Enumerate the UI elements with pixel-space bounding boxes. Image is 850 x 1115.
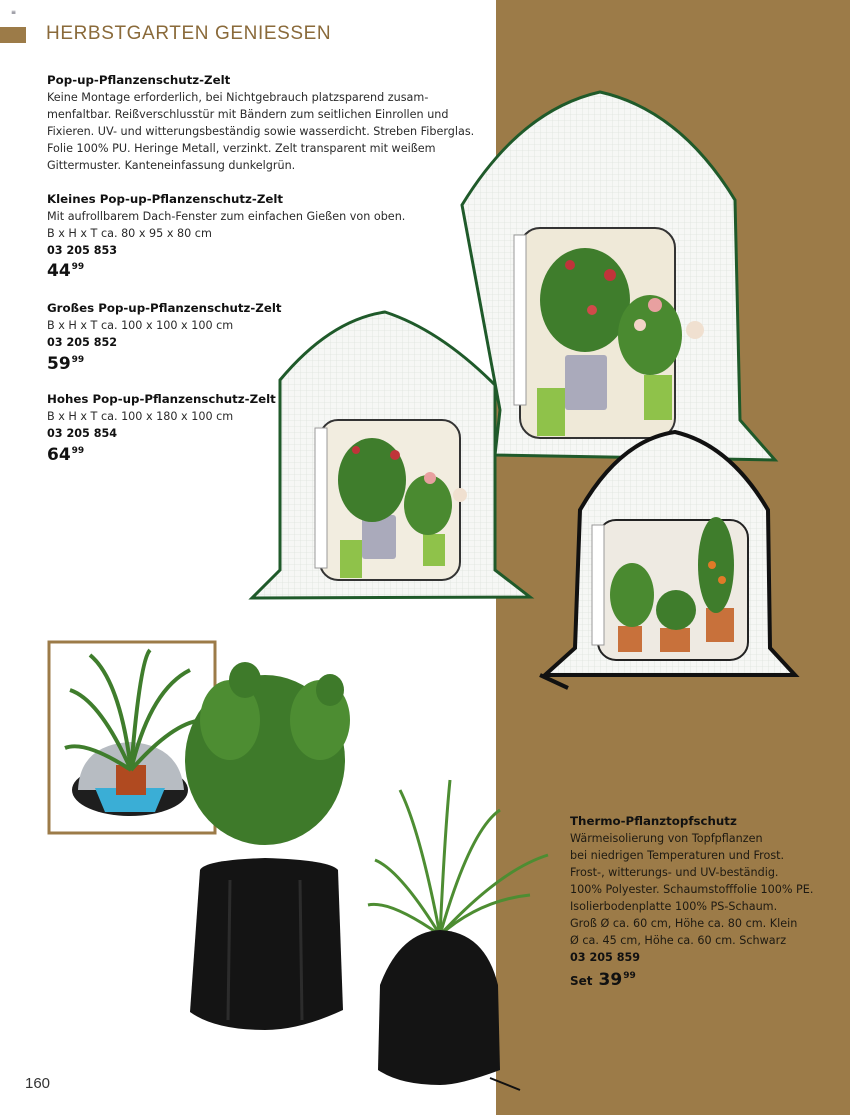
thermo-desc-line: Groß Ø ca. 60 cm, Höhe ca. 80 cm. Klein [570, 917, 798, 930]
thermo-title: Thermo-Pflanztopfschutz [570, 814, 737, 828]
price-cents: 99 [71, 262, 85, 272]
variant-large [47, 300, 282, 351]
thermo-desc-line: Frost-, witterungs- und UV-beständig. [570, 866, 779, 879]
variant-sku: 03 205 852 [47, 336, 118, 349]
price-main: 59 [47, 354, 71, 374]
variant-detail: Mit aufrollbarem Dach-Fenster zum einfachen Gießen von oben. [47, 210, 406, 223]
zelt-desc-line: menfaltbar. Reißverschlusstür mit Bändern zum seitlichen Einrollen und [47, 108, 449, 121]
variant-name: Großes Pop-up-Pflanzenschutz-Zelt [47, 301, 282, 315]
thermo-desc-line: 100% Polyester. Schaumstofffolie 100% PE. [570, 883, 814, 896]
price-main: 44 [47, 261, 71, 281]
large-pot-cover-photo [185, 662, 350, 1030]
thermo-block [570, 813, 813, 966]
thermo-desc-line: Wärmeisolierung von Topfpflanzen [570, 832, 763, 845]
zelt-desc-line: Fixieren. UV- und witterungsbeständig sowie wasserdicht. Streben Fiberglas. [47, 125, 475, 138]
variant-dimensions: B x H x T ca. 100 x 180 x 100 cm [47, 410, 234, 423]
price-cents: 99 [623, 971, 636, 981]
tall-tent-photo [462, 92, 775, 460]
variant-high [47, 391, 276, 442]
price-prefix: Set [570, 974, 593, 988]
price-cents: 99 [71, 355, 85, 365]
variant-dimensions: B x H x T ca. 100 x 100 x 100 cm [47, 319, 234, 332]
variant-name: Kleines Pop-up-Pflanzenschutz-Zelt [47, 192, 284, 206]
zelt-intro [47, 72, 474, 174]
menu-icon: ≡ [11, 9, 17, 16]
price-main: 64 [47, 445, 71, 465]
thermo-desc-line: Isolierbodenplatte 100% PS-Schaum. [570, 900, 778, 913]
variant-small [47, 191, 405, 259]
variant-price [47, 261, 84, 281]
zelt-desc-line: Keine Montage erforderlich, bei Nichtgebrauch platzsparend zusam- [47, 91, 429, 104]
price-cents: 99 [71, 446, 85, 456]
thermo-sku: 03 205 859 [570, 951, 641, 964]
high-tent-photo [540, 432, 795, 688]
page-number: 160 [25, 1075, 51, 1092]
thermo-desc-line: Ø ca. 45 cm, Höhe ca. 60 cm. Schwarz [570, 934, 787, 947]
variant-sku: 03 205 854 [47, 427, 118, 440]
zelt-desc-line: Gittermuster. Kanteneinfassung dunkelgrün. [47, 159, 296, 172]
thermo-desc-line: bei niedrigen Temperaturen und Frost. [570, 849, 785, 862]
thermo-price [570, 970, 636, 990]
variant-name: Hohes Pop-up-Pflanzenschutz-Zelt [47, 392, 276, 406]
variant-sku: 03 205 853 [47, 244, 118, 257]
section-title: HERBSTGARTEN GENIESSEN [46, 23, 332, 44]
zelt-desc-line: Folie 100% PU. Heringe Metall, verzinkt. Zelt transparent mit weißem [47, 142, 436, 155]
variant-price [47, 445, 84, 465]
variant-price [47, 354, 84, 374]
price-main: 39 [598, 970, 623, 990]
small-pot-cover-photo [368, 780, 548, 1090]
variant-dimensions: B x H x T ca. 80 x 95 x 80 cm [47, 227, 212, 240]
zelt-title: Pop-up-Pflanzenschutz-Zelt [47, 73, 231, 87]
